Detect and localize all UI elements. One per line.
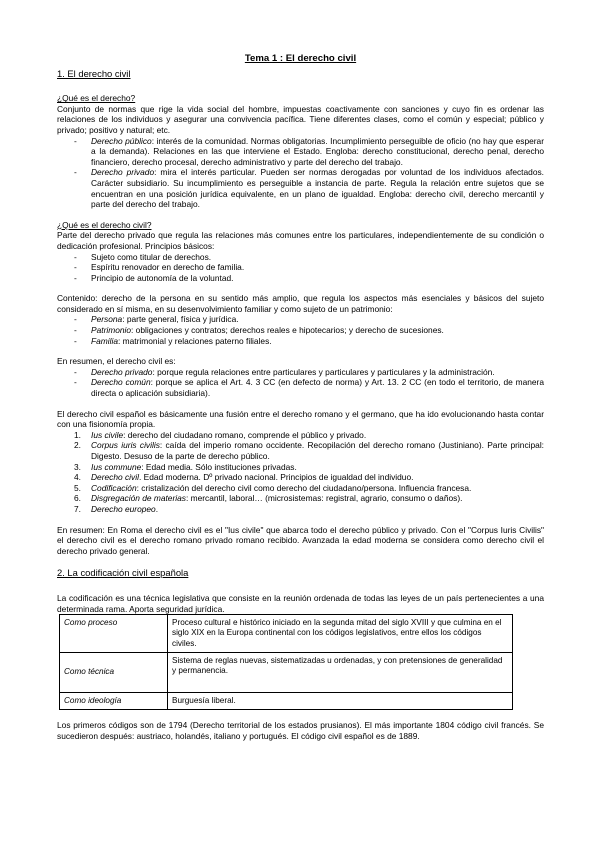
list-item: - Persona: parte general, física y jurídica. [91,314,544,325]
table-row [60,615,513,653]
principles-list [57,252,544,284]
list-item: 7. Derecho europeo. [74,503,159,514]
paragraph-law-definition: Conjunto de normas que rige la vida social del hombre, impuestas coactivamente con sanciones y cuyo fin es ordenar las relaciones de los individuos y asegurar una convivencia pacífica. Tiene diferentes clases, como el común y especial; público y privado; positivo y natural; etc. [57,103,544,135]
document-page [57,54,544,741]
history-list [57,430,544,515]
term: Derecho público [91,135,152,146]
list-item: - Derecho privado: mira el interés particular. Pueden ser normas derogadas por voluntad de los individuos afectados. Carácter subsidiario. Su incumplimiento es perseguible a instancia de parte. Regula la relación entre sujetos que se encuentran en una posición jurídica equivalente, en un plano de igualdad. Engloba: derecho civil, derecho mercantil y parte del derecho del trabajo. [91,167,544,209]
list-item: - Derecho privado: porque regula relaciones entre particulares y particulares y particulares y la administración. [91,367,544,378]
section1-heading: 1. El derecho civil [57,67,131,79]
list-item: - Principio de autonomía de la voluntad. [91,273,544,284]
codification-table [59,614,513,710]
paragraph-final-summary: En resumen: En Roma el derecho civil es el "Ius civile" que abarca todo el derecho público y privado. Con el "Corpus Iuris Civilis" el derecho civil es el derecho romano privado romano recibido. Avanzada la edad moderna se considera como derecho civil el derecho privado general. [57,524,544,556]
paragraph-contenido: Contenido: derecho de la persona en su sentido más amplio, que regula los aspectos más esenciales y básicos del sujeto considerado en sí misma, en su desenvolvimiento familiar y como sujeto de un patrimonio: [57,293,544,314]
paragraph-first-codes: Los primeros códigos son de 1794 (Derecho territorial de los estados prusianos). El más importante 1804 código civil francés. Se sucedieron después: austriaco, holandés, italiano y portugués. El código civil español es de 1889. [57,719,544,741]
section2-heading: 2. La codificación civil española [57,567,189,579]
question-what-is-civil-law: ¿Qué es el derecho civil? [57,219,152,230]
paragraph-resumen-intro: En resumen, el derecho civil es: [57,356,176,367]
list-item: 5. Codificación: cristalización del derecho civil como derecho del ciudadano/persona. Influencia francesa. [74,482,472,493]
law-types-list [57,136,544,210]
list-item: - Sujeto como titular de derechos. [91,252,544,263]
list-item: - Familia: matrimonial y relaciones paterno filiales. [91,336,544,347]
list-item: - Derecho común: porque se aplica el Art. 4. 3 CC (en defecto de norma) y Art. 13. 2 CC (en todo el territorio, de manera directa o aplicación subsidiaria). [91,377,544,398]
table-cell-value: Burguesía liberal. [168,692,513,709]
list-item: - Espíritu renovador en derecho de familia. [91,262,544,273]
list-item: 1. Ius civile: derecho del ciudadano romano, comprende el público y privado. [74,429,367,440]
list-item: - Patrimonio: obligaciones y contratos; derechos reales e hipotecarios; y derecho de sucesiones. [91,325,544,336]
document-title: Tema 1 : El derecho civil [244,53,357,64]
table-row [60,692,513,709]
table-cell-key: Como proceso [60,615,168,653]
list-item: 3. Ius commune: Edad media. Sólo instituciones privadas. [74,461,297,472]
question-what-is-law: ¿Qué es el derecho? [57,93,136,104]
contenido-list [57,314,544,346]
table-cell-value: Proceso cultural e histórico iniciado en la segunda mitad del siglo XVIII y que culmina en el siglo XIX en la Europa continental con los códigos legislativos, entre ellos los códigos civiles. [168,615,513,653]
list-item: 6. Disgregación de materias: mercantil, laboral… (microsistemas: registral, agrario, consumo o daños). [74,493,463,504]
term: Derecho privado [91,167,155,178]
list-item: 4. Derecho civil. Edad moderna. Dº privado nacional. Principios de igualdad del individuo. [74,472,414,483]
resumen-list [57,367,544,399]
table-cell-key: Como técnica [60,652,168,692]
list-item: - Derecho público: interés de la comunidad. Normas obligatorias. Incumplimiento perseguible de oficio (no hay que esperar a la demanda). Relaciones en las que interviene el Estado. Engloba: derecho constitucional, derecho penal, derecho financiero, derecho procesal, derecho administrativo y parte del derecho del trabajo. [91,136,544,168]
paragraph-civil-law-definition: Parte del derecho privado que regula las relaciones más comunes entre los particulares, independientemente de su condición o dedicación profesional. Principios básicos: [57,230,544,251]
paragraph-spanish-civil-law: El derecho civil español es básicamente una fusión entre el derecho romano y el germano, que ha ido evolucionando hasta contar con una fisionomía propia. [57,408,544,430]
list-item: 2. Corpus iuris civilis: caída del imperio romano occidente. Recopilación del derecho romano (Justiniano). Parte principal: Digesto. Desuso de la parte de derecho público. [74,440,545,461]
table-cell-key: Como ideología [60,692,168,709]
paragraph-codification-intro: La codificación es una técnica legislativa que consiste en la reunión ordenada de todas las leyes de un país pertenecientes a una determinada rama. Aporta seguridad jurídica. [57,592,544,614]
table-row [60,652,513,692]
table-cell-value: Sistema de reglas nuevas, sistematizadas u ordenadas, y con pretensiones de generalidad y permanencia. [168,652,513,692]
